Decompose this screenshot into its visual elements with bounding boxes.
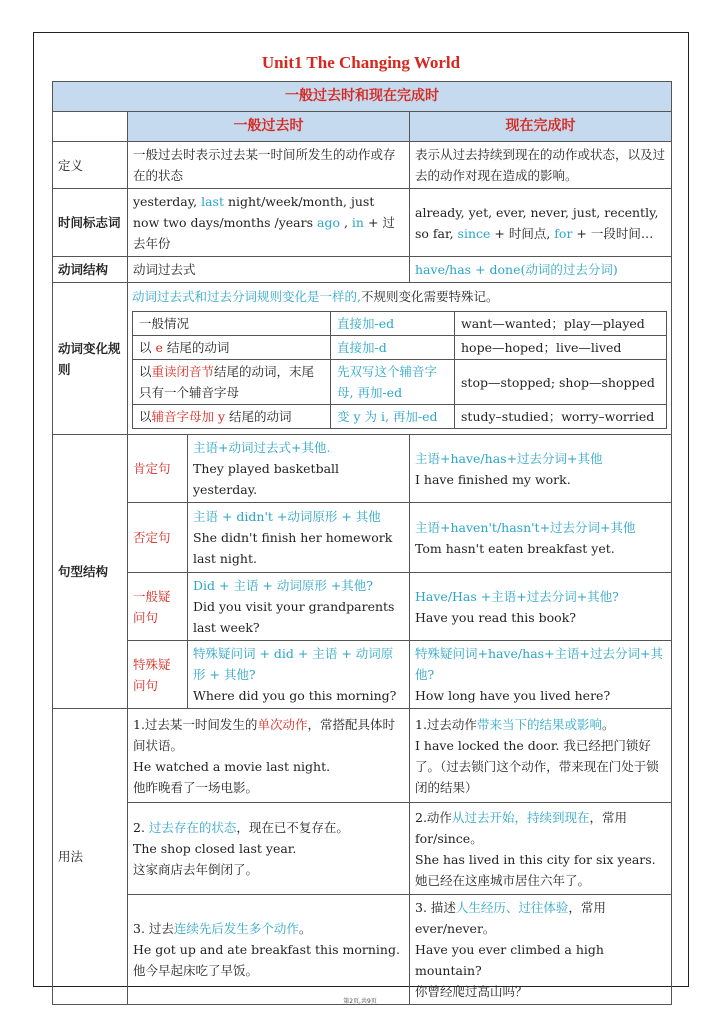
sentence-past: 主语 + didn't +动词原形 + 其他 She didn't finish her homework last night. bbox=[188, 503, 410, 573]
rule-method: 直接加-ed bbox=[331, 312, 455, 336]
time-words-perfect: already, yet, ever, never, just, recently, so far, since + 时间点, for + 一段时间… bbox=[410, 189, 672, 257]
sentence-perfect: 主语+have/has+过去分词+其他 I have finished my work. bbox=[410, 435, 672, 503]
sentence-perfect: Have/Has +主语+过去分词+其他? Have you read this book? bbox=[410, 573, 672, 641]
sentence-type: 特殊疑问句 bbox=[128, 641, 188, 709]
rule-example: want—wanted；play—played bbox=[455, 312, 667, 336]
usage-perfect: 1.过去动作带来当下的结果或影响。 I have locked the door. 我已经把门锁好了。（过去锁门这个动作，带来现在门处于锁闭的结果） bbox=[410, 709, 672, 803]
definition-past: 一般过去时表示过去某一时间所发生的动作或存在的状态 bbox=[128, 142, 410, 189]
usage-past: 1.过去某一时间发生的单次动作，常搭配具体时间状语。 He watched a movie last night. 他昨晚看了一场电影。 bbox=[128, 709, 410, 803]
rule-example: stop—stopped; shop—shopped bbox=[455, 360, 667, 405]
usage-past: 3. 过去连续先后发生多个动作。 He got up and ate breakfast this morning. 他今早起床吃了早饭。 bbox=[128, 895, 410, 1005]
page-footer: 第2页,共9页 bbox=[343, 998, 377, 1005]
rule-method: 直接加-d bbox=[331, 336, 455, 360]
sentence-type: 否定句 bbox=[128, 503, 188, 573]
time-words-label: 时间标志词 bbox=[53, 189, 128, 257]
usage-past: 2. 过去存在的状态，现在已不复存在。 The shop closed last year. 这家商店去年倒闭了。 bbox=[128, 803, 410, 895]
verb-structure-past: 动词过去式 bbox=[128, 257, 410, 283]
sentence-past: Did + 主语 + 动词原形 +其他? Did you visit your grandparents last week? bbox=[188, 573, 410, 641]
rule-example: study–studied；worry–worried bbox=[455, 405, 667, 429]
page-frame bbox=[33, 32, 689, 999]
definition-perfect: 表示从过去持续到现在的动作或状态，以及过去的动作对现在造成的影响。 bbox=[410, 142, 672, 189]
rule-cond: 以辅音字母加 y 结尾的动词 bbox=[133, 405, 331, 429]
usage-perfect: 2.动作从过去开始，持续到现在，常用 for/since。 She has lived in this city for six years. 她已经在这座城市居住六年了。 bbox=[410, 803, 672, 895]
sentence-perfect: 主语+haven't/hasn't+过去分词+其他 Tom hasn't eaten breakfast yet. bbox=[410, 503, 672, 573]
time-words-past: yesterday, last night/week/month, just now two days/months /years ago , in + 过去年份 bbox=[128, 189, 410, 257]
verb-change-rules-table bbox=[132, 311, 667, 429]
sentence-past: 主语+动词过去式+其他. They played basketball yesterday. bbox=[188, 435, 410, 503]
sentence-label: 句型结构 bbox=[53, 435, 128, 709]
column-perfect: 现在完成时 bbox=[410, 112, 672, 142]
definition-label: 定义 bbox=[53, 142, 128, 189]
usage-label: 用法 bbox=[53, 709, 128, 1005]
rule-cond: 一般情况 bbox=[133, 312, 331, 336]
column-past: 一般过去时 bbox=[128, 112, 410, 142]
usage-perfect: 3. 描述人生经历、过往体验，常用 ever/never。 Have you ever climbed a high mountain? 你曾经爬过高山吗？ bbox=[410, 895, 672, 1005]
sentence-type: 肯定句 bbox=[128, 435, 188, 503]
section-header: 一般过去时和现在完成时 bbox=[53, 82, 672, 112]
verb-change-label: 动词变化规则 bbox=[53, 283, 128, 435]
sentence-past: 特殊疑问词 + did + 主语 + 动词原形 + 其他? Where did you go this morning? bbox=[188, 641, 410, 709]
rule-example: hope—hoped；live—lived bbox=[455, 336, 667, 360]
rule-method: 变 y 为 i, 再加-ed bbox=[331, 405, 455, 429]
header-empty bbox=[53, 112, 128, 142]
page-title: Unit1 The Changing World bbox=[261, 53, 461, 72]
sentence-perfect: 特殊疑问词+have/has+主语+过去分词+其他? How long have you lived here? bbox=[410, 641, 672, 709]
verb-change-intro: 动词过去式和过去分词规则变化是一样的,不规则变化需要特殊记。 bbox=[132, 289, 499, 304]
verb-structure-label: 动词结构 bbox=[53, 257, 128, 283]
rule-method: 先双写这个辅音字母, 再加-ed bbox=[331, 360, 455, 405]
sentence-type: 一般疑问句 bbox=[128, 573, 188, 641]
grammar-table bbox=[52, 81, 672, 1005]
rule-cond: 以 e 结尾的动词 bbox=[133, 336, 331, 360]
verb-structure-perfect: have/has + done(动词的过去分词) bbox=[410, 257, 672, 283]
verb-change-cell bbox=[128, 283, 672, 435]
rule-cond: 以重读闭音节结尾的动词，末尾只有一个辅音字母 bbox=[133, 360, 331, 405]
